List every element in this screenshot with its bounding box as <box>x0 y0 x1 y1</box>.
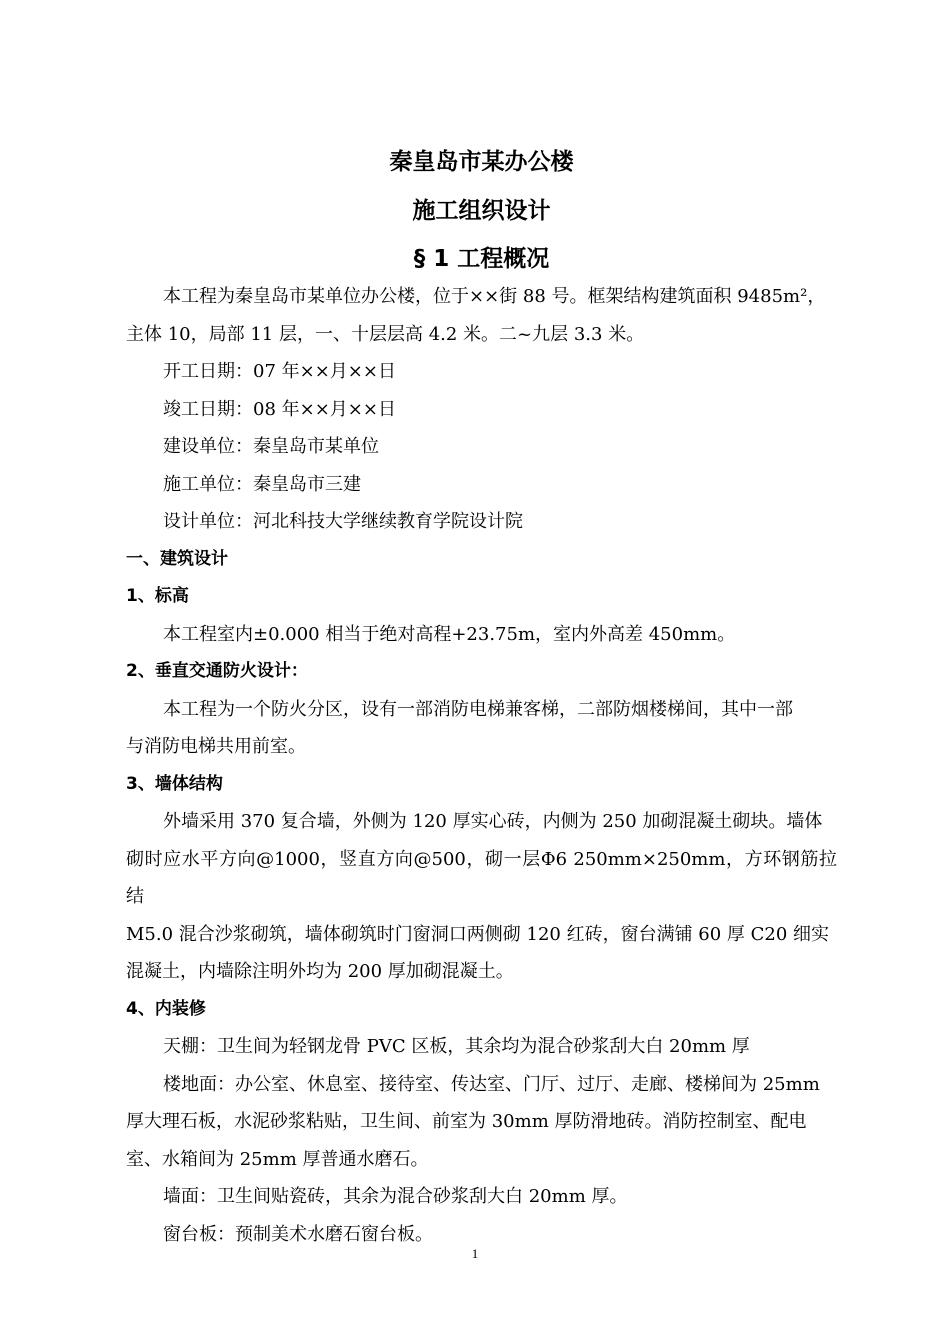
project-intro-line2: 主体 10，局部 11 层，一、十层层高 4.2 米。二~九层 3.3 米。 <box>126 323 645 345</box>
fire-design-heading: 2、垂直交通防火设计： <box>126 661 308 681</box>
interior-heading: 4、内装修 <box>126 998 206 1019</box>
document-title: 秦皇岛市某办公楼 <box>389 149 574 175</box>
floor-line3: 室、水箱间为 25mm 厚普通水磨石。 <box>126 1148 429 1170</box>
floor-line1: 楼地面：办公室、休息室、接待室、传达室、门厅、过厅、走廊、楼梯间为 25mm <box>163 1073 820 1095</box>
window-sill-text: 窗台板：预制美术水磨石窗台板。 <box>163 1223 433 1245</box>
page-number: 1 <box>471 1246 479 1261</box>
project-intro <box>126 278 837 353</box>
owner-unit: 建设单位：秦皇岛市某单位 <box>163 436 379 457</box>
wall-line4: 混凝土，内墙除注明外均为 200 厚加砌混凝土。 <box>126 961 514 982</box>
wall-line3: M5.0 混合沙浆砌筑，墙体砌筑时门窗洞口两侧砌 120 红砖，窗台满铺 60 厚 C20 细实 <box>126 923 830 945</box>
document-body <box>126 144 837 1253</box>
fire-design-text <box>126 691 837 766</box>
document-subtitle: 施工组织设计 <box>412 198 551 224</box>
ceiling-text: 天棚：卫生间为轻钢龙骨 PVC 区板，其余均为混合砂浆刮大白 20mm 厚 <box>163 1036 750 1057</box>
wall-structure-heading: 3、墙体结构 <box>126 773 223 794</box>
wall-structure-text <box>126 803 837 991</box>
elevation-heading: 1、标高 <box>126 586 189 606</box>
fire-design-line2: 与消防电梯共用前室。 <box>126 736 306 757</box>
contractor-unit: 施工单位：秦皇岛市三建 <box>163 473 361 495</box>
floor-line2: 厚大理石板，水泥砂浆粘贴，卫生间、前室为 30mm 厚防滑地砖。消防控制室、配电 <box>126 1111 807 1132</box>
floor-text <box>126 1066 837 1179</box>
design-unit: 设计单位：河北科技大学继续教育学院设计院 <box>163 511 523 532</box>
architecture-heading: 一、建筑设计 <box>126 548 228 569</box>
project-intro-line1: 本工程为秦皇岛市某单位办公楼，位于××街 88 号。框架结构建筑面积 9485m²， <box>163 286 826 307</box>
start-date: 开工日期：07 年××月××日 <box>163 361 396 382</box>
elevation-text: 本工程室内±0.000 相当于绝对高程+23.75m，室内外高差 450mm。 <box>163 623 736 645</box>
wall-line1: 外墙采用 370 复合墙，外侧为 120 厚实心砖，内侧为 250 加砌混凝土砌块。墙体 <box>163 811 823 832</box>
wall-line2: 砌时应水平方向@1000，竖直方向@500，砌一层Φ6 250mm×250mm，方环钢筋拉结 <box>126 848 837 907</box>
end-date: 竣工日期：08 年××月××日 <box>163 398 396 420</box>
fire-design-line1: 本工程为一个防火分区，设有一部消防电梯兼客梯，二部防烟楼梯间，其中一部 <box>163 698 793 720</box>
section-title: § 1 工程概况 <box>413 246 550 272</box>
wall-finish-text: 墙面：卫生间贴瓷砖，其余为混合砂浆刮大白 20mm 厚。 <box>163 1186 628 1207</box>
